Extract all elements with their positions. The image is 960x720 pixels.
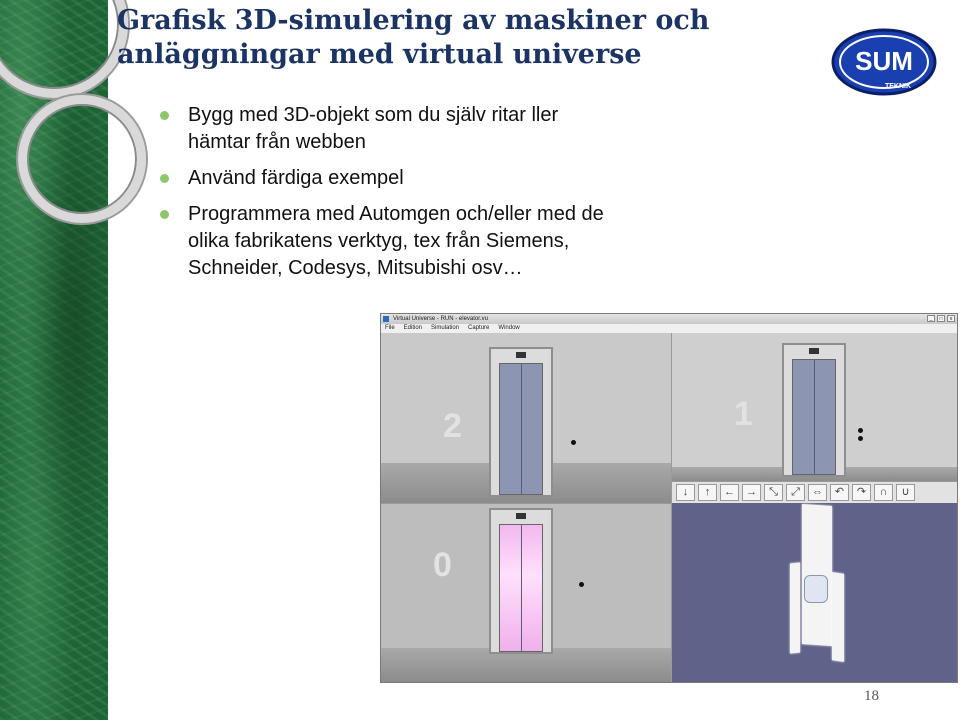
window-controls	[927, 315, 955, 322]
elevator-door[interactable]	[499, 363, 543, 495]
arrow-left-icon[interactable]: ←	[720, 484, 739, 501]
menu-simulation[interactable]: Simulation	[431, 325, 460, 331]
close-button[interactable]: x	[947, 315, 955, 322]
call-button[interactable]	[571, 440, 576, 445]
arrow-down-icon[interactable]: ↓	[676, 484, 695, 501]
elevator-shaft	[790, 562, 800, 653]
viewport-shaft-overview[interactable]	[671, 503, 957, 682]
elevator-cabin	[804, 575, 828, 603]
rotate-horizontal-icon[interactable]: ⇔	[808, 484, 827, 501]
app-icon	[383, 316, 389, 322]
window-titlebar[interactable]	[381, 314, 957, 324]
rotate-right-icon[interactable]: ↷	[852, 484, 871, 501]
shrink-icon[interactable]: ⤡	[764, 484, 783, 501]
call-button[interactable]	[858, 428, 863, 433]
elevator-door[interactable]	[792, 359, 836, 475]
viewport-floor-0[interactable]	[381, 503, 671, 682]
svg-text:SUM: SUM	[855, 46, 913, 76]
call-button[interactable]	[579, 582, 584, 587]
menu-window[interactable]: Window	[498, 325, 520, 331]
bullet-item: Programmera med Automgen och/eller med de olika fabrikatens verktyg, tex från Siemens, Schneider, Codesys, Mitsubishi osv…	[160, 201, 620, 282]
menu-edition[interactable]: Edition	[403, 325, 423, 331]
elevator-door-frame	[782, 343, 846, 477]
elevator-shaft	[832, 572, 844, 662]
floor-indicator	[809, 348, 819, 354]
rotate-up-icon[interactable]: ∩	[874, 484, 893, 501]
viewport-floor-1[interactable]	[671, 333, 957, 481]
menu-capture[interactable]: Capture	[468, 325, 490, 331]
bullet-item: Bygg med 3D-objekt som du själv ritar ller hämtar från webben	[160, 102, 620, 156]
maximize-button[interactable]: □	[937, 315, 945, 322]
elevator-door-frame	[489, 508, 553, 654]
arrow-right-icon[interactable]: →	[742, 484, 761, 501]
rotate-left-icon[interactable]: ↶	[830, 484, 849, 501]
menu-file[interactable]: File	[385, 325, 395, 331]
expand-icon[interactable]: ⤢	[786, 484, 805, 501]
window-title: Virtual Universe - RUN - elevator.vu	[393, 316, 488, 322]
call-button[interactable]	[858, 436, 863, 441]
arrow-up-icon[interactable]: ↑	[698, 484, 717, 501]
floor-number-label: 2	[443, 407, 462, 445]
sum-teknik-logo	[830, 28, 938, 96]
slide-title: Grafisk 3D-simulering av maskiner och anläggningar med virtual universe	[117, 5, 710, 70]
page-number: 18	[864, 688, 879, 704]
decorative-ring	[18, 95, 146, 223]
minimize-button[interactable]: _	[927, 315, 935, 322]
floor-indicator	[516, 352, 526, 358]
floor-number-label: 0	[433, 546, 452, 584]
svg-text:TEKNIK: TEKNIK	[884, 83, 912, 90]
decorative-ring	[0, 0, 128, 98]
virtual-universe-window	[380, 313, 958, 683]
elevator-door-open[interactable]	[499, 524, 543, 652]
elevator-door-frame	[489, 347, 553, 497]
floor-indicator	[516, 513, 526, 519]
view-toolbar	[671, 481, 957, 503]
bullet-list	[160, 102, 620, 291]
floor-number-label: 1	[734, 395, 753, 433]
bullet-item: Använd färdiga exempel	[160, 165, 620, 192]
rotate-down-icon[interactable]: ∪	[896, 484, 915, 501]
viewport-floor-2[interactable]	[381, 333, 671, 503]
